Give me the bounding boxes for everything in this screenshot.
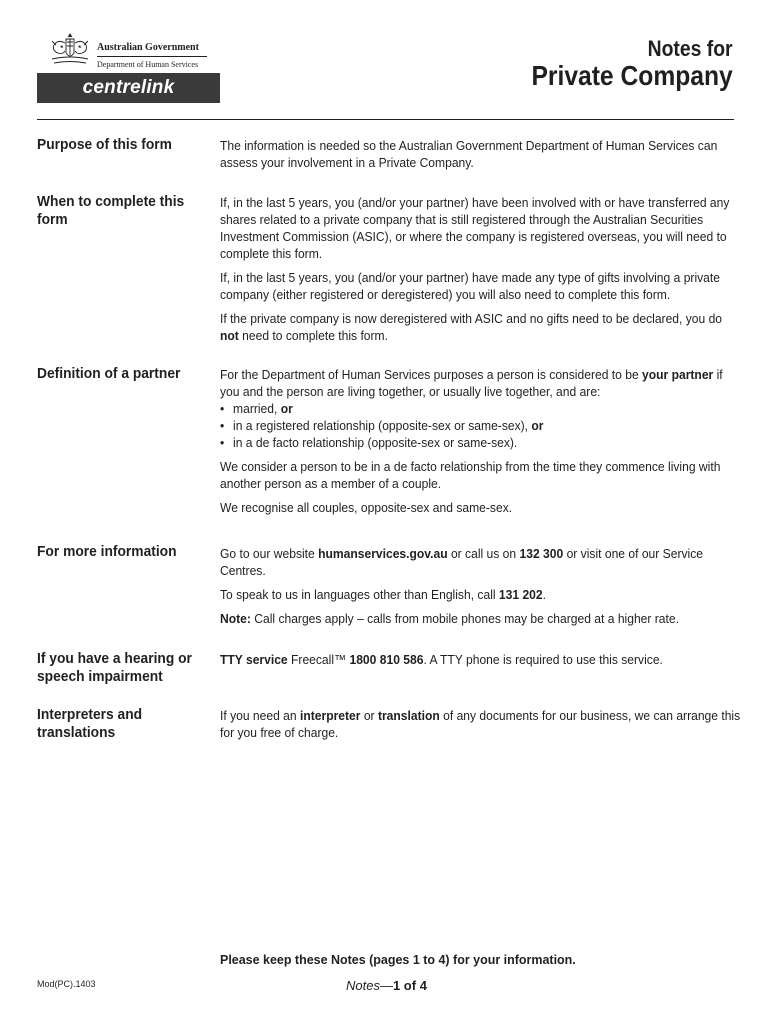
- section-body-hearing: [220, 651, 740, 675]
- paragraph: TTY service Freecall™ 1800 810 586. A TTY phone is required to use this service.: [220, 652, 663, 667]
- paragraph: For the Department of Human Services purposes a person is considered to be your partner if you and the person are living together, or usually live together, and are:: [220, 367, 723, 399]
- page-title: Private Company: [531, 60, 733, 91]
- phone-number: 132 300: [519, 546, 564, 561]
- header-divider: [37, 119, 734, 120]
- tty-phone-number: 1800 810 586: [349, 652, 424, 667]
- title-line-1: Notes for: [648, 36, 733, 61]
- section-title-hearing: If you have a hearing or speech impairment: [37, 650, 192, 685]
- section-body-partner: [220, 366, 740, 523]
- government-wordmark: [97, 42, 207, 71]
- section-title-info: For more information: [37, 543, 177, 560]
- gov-line-2: Department of Human Services: [97, 60, 199, 69]
- centrelink-logo: [37, 73, 220, 103]
- paragraph: We recognise all couples, opposite-sex and same-sex.: [220, 500, 513, 515]
- paragraph: If you need an interpreter or translation of any documents for our business, we can arrange this for you free of charge.: [220, 708, 741, 740]
- paragraph: We consider a person to be in a de facto relationship from the time they commence living with another person as a member of a couple.: [220, 459, 721, 491]
- language-phone-number: 131 202: [498, 587, 543, 602]
- list-item: • in a registered relationship (opposite-sex or same-sex), or: [220, 417, 742, 434]
- paragraph: To speak to us in languages other than English, call 131 202.: [220, 587, 547, 602]
- form-code: Mod(PC).1403: [37, 979, 96, 989]
- paragraph: If, in the last 5 years, you (and/or your partner) have been involved with or have transferred any shares related to a private company that is still registered through the Australian Securities Investment Commission (ASIC), or where the company is registered overseas, you will need to complete this form.: [220, 195, 730, 261]
- keep-notes-reminder: Please keep these Notes (pages 1 to 4) for your information.: [220, 952, 576, 967]
- section-body-info: [220, 545, 740, 634]
- section-body-interpreters: [220, 707, 740, 748]
- gov-divider: [97, 56, 207, 57]
- paragraph: If the private company is now deregistered with ASIC and no gifts need to be declared, you do not need to complete this form.: [220, 311, 723, 343]
- list-item: • in a de facto relationship (opposite-sex or same-sex).: [220, 434, 742, 451]
- paragraph: The information is needed so the Australian Government Department of Human Services can assess your involvement in a Private Company.: [220, 138, 718, 170]
- section-title-purpose: Purpose of this form: [37, 136, 172, 153]
- section-body-when: [220, 194, 740, 351]
- page-number: Notes—1 of 4: [346, 978, 427, 993]
- paragraph: Go to our website humanservices.gov.au or call us on 132 300 or visit one of our Service Centres.: [220, 546, 703, 578]
- paragraph: If, in the last 5 years, you (and/or your partner) have made any type of gifts involving a private company (either registered or deregistered) you will also need to complete this form.: [220, 270, 720, 302]
- website-link[interactable]: humanservices.gov.au: [318, 546, 448, 561]
- section-title-partner: Definition of a partner: [37, 365, 181, 382]
- section-title-when: When to complete this form: [37, 193, 185, 228]
- section-body-purpose: [220, 137, 740, 178]
- partner-criteria-list: [220, 400, 742, 451]
- gov-line-1: Australian Government: [97, 42, 199, 53]
- paragraph: Note: Call charges apply – calls from mobile phones may be charged at a higher rate.: [220, 611, 679, 626]
- list-item: • married, or: [220, 400, 742, 417]
- coat-of-arms-icon: [46, 33, 94, 67]
- section-title-interpreters: Interpreters and translations: [37, 706, 143, 741]
- centrelink-wordmark: centrelink: [82, 77, 175, 98]
